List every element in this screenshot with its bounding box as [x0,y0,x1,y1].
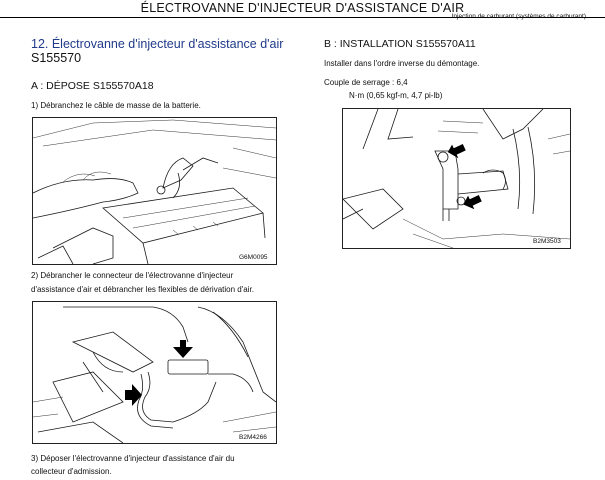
section-title [31,37,296,65]
callout-arrow-2 [125,384,142,406]
step-2-text-line-2: d'assistance d'air et débrancher les flexibles de dérivation d'air. [31,285,254,294]
step-3-text-line-2: collecteur d'admission. [31,467,112,476]
part-a-heading: A : DÉPOSE S155570A18 [31,80,154,92]
figure-2-code-label [239,434,267,441]
step-1-text: 1) Débranchez le câble de masse de la batterie. [31,101,201,110]
solenoid-installation-illustration [343,109,570,248]
install-instruction: Installer dans l'ordre inverse du démontage. [324,59,480,68]
svg-text:G6M0095: G6M0095 [239,254,268,261]
section-code: S155570 [31,51,82,65]
page-header-title: ÉLECTROVANNE D'INJECTEUR D'ASSISTANCE D'AIR [140,1,465,15]
battery-illustration [33,118,276,264]
step-3-text-line-1: 3) Déposer l'électrovanne d'injecteur d'assistance d'air du [31,454,235,463]
step-2-text-line-1: 2) Débrancher le connecteur de l'électrovanne d'injecteur [31,271,234,280]
svg-text:B2M4266: B2M4266 [239,434,267,441]
callout-arrow-4 [461,191,484,212]
figure-solenoid-installation [342,108,571,249]
figure-battery [32,117,277,265]
callout-arrow-1 [173,340,193,358]
svg-text:B2M3503: B2M3503 [533,238,561,245]
solenoid-removal-illustration [33,302,276,443]
torque-spec-line-1: Couple de serrage : 6,4 [324,78,408,87]
part-b-heading: B : INSTALLATION S155570A11 [324,38,476,50]
torque-spec-line-2: N·m (0,65 kgf-m, 4,7 pi-lb) [349,91,443,100]
figure-3-code-label [533,238,561,245]
section-title-text: 12. Électrovanne d'injecteur d'assistance d'air [31,37,284,51]
figure-1-code-label [239,254,268,261]
page-header-subtitle: Injection de carburant (systèmes de carburant) [451,13,586,20]
figure-solenoid-removal [32,301,277,444]
